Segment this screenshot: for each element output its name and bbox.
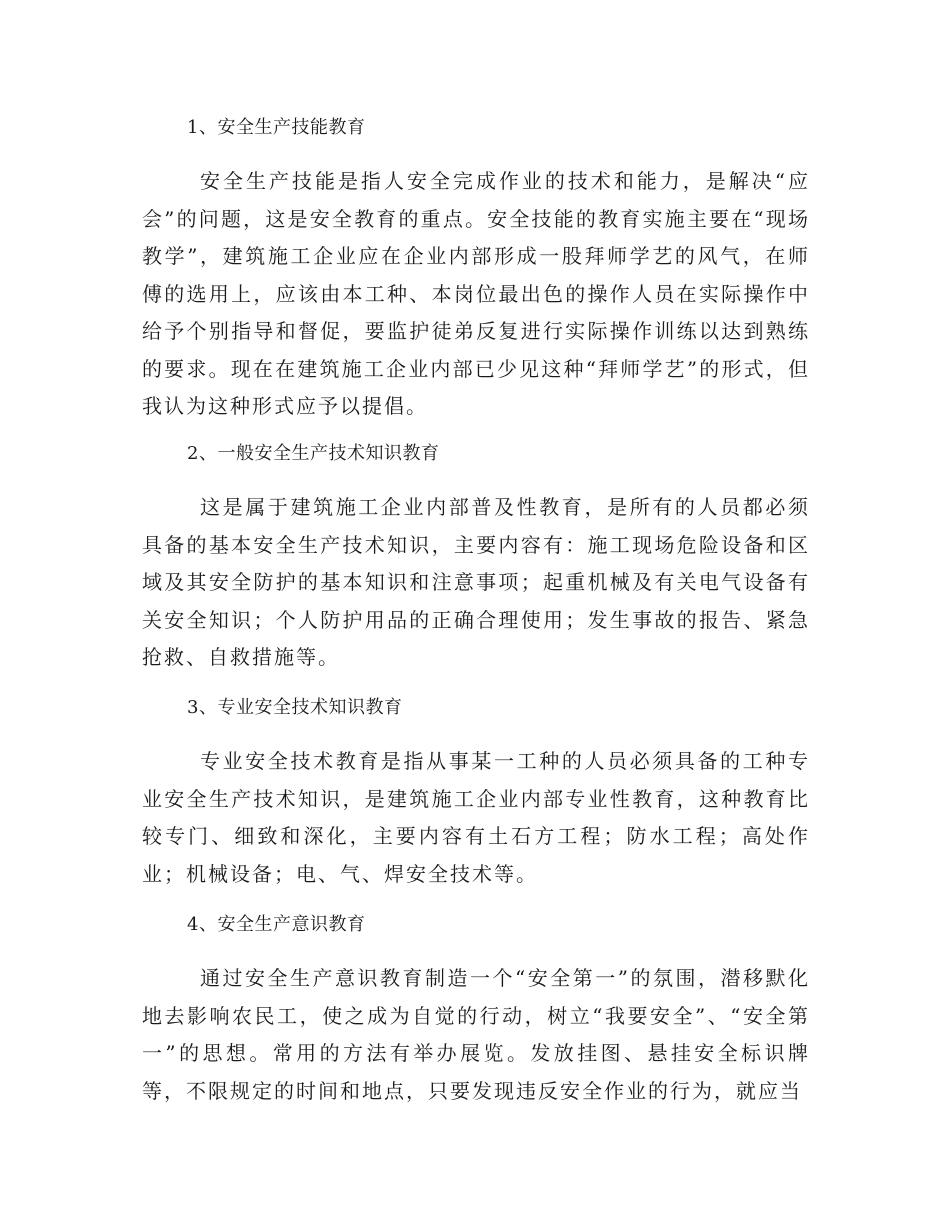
section-2-heading: 2、一般安全生产技术知识教育 [187,443,440,464]
section-3-heading: 3、专业安全技术知识教育 [187,697,403,718]
section-4-paragraph: 通过安全生产意识教育制造一个“安全第一”的氛围，潜移默化地去影响农民工，使之成为自觉的行动，树立“我要安全”、“安全第一”的思想。常用的方法有举办展览。发放挂图、悬挂安全标识牌等，不限规定的时间和地点，只要发现违反安全作业的行为，就应当 [142,966,810,1103]
section-1-paragraph: 安全生产技能是指人安全完成作业的技术和能力，是解决“应会”的问题，这是安全教育的重点。安全技能的教育实施主要在“现场教学”，建筑施工企业应在企业内部形成一股拜师学艺的风气，在师傅的选用上，应该由本工种、本岗位最出色的操作人员在实际操作中给予个别指导和督促，要监护徒弟反复进行实际操作训练以达到熟练的要求。现在在建筑施工企业内部已少见这种“拜师学艺”的形式，但我认为这种形式应予以提倡。 [142,169,810,418]
section-2-paragraph: 这是属于建筑施工企业内部普及性教育，是所有的人员都必须具备的基本安全生产技术知识，主要内容有：施工现场危险设备和区域及其安全防护的基本知识和注意事项；起重机械及有关电气设备有关安全知识；个人防护用品的正确合理使用；发生事故的报告、紧急抢救、自救措施等。 [142,495,810,669]
section-1-heading: 1、安全生产技能教育 [187,117,366,138]
section-3-paragraph: 专业安全技术教育是指从事某一工种的人员必须具备的工种专业安全生产技术知识，是建筑施工企业内部专业性教育，这种教育比较专门、细致和深化，主要内容有土石方工程；防水工程；高处作业；机械设备；电、气、焊安全技术等。 [142,749,810,886]
section-4-heading: 4、安全生产意识教育 [187,914,366,935]
